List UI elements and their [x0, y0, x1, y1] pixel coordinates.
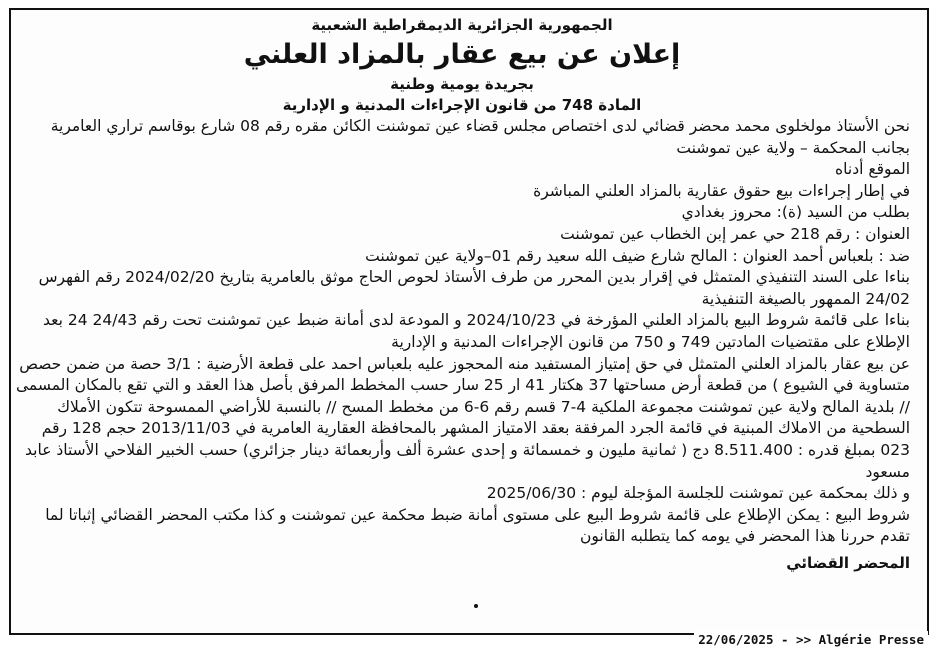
requester-address-line: العنوان : رقم 218 حي عمر إبن الخطاب عين تموشنت	[560, 224, 910, 243]
procedure-line: في إطار إجراءات بيع حقوق عقارية بالمزاد العلني المباشرة	[533, 181, 910, 200]
hearing-date-line: و ذلك بمحكمة عين تموشنت للجلسة المؤجلة ليوم : 2025/06/30	[486, 484, 910, 503]
signatory-line: الموقع أدناه	[835, 160, 910, 179]
enforcement-title-paragraph: بناءا على السند التنفيذي المتمثل في إقرار بدين المحرر من طرف الأستاذ لحوص الحاج موثق بالعامرية بتاريخ 2024/02/20 رقم الفهرس 24/02 الممهور بالصيغة التنفيذية	[38, 268, 910, 308]
republic-heading: الجمهورية الجزائرية الديمقراطية الشعبية	[311, 16, 613, 34]
dot-mark	[474, 604, 478, 608]
announcement-body	[14, 116, 910, 548]
debtor-line: ضد : بلعباس أحمد العنوان : المالح شارع ضيف الله سعيد رقم 01–ولاية عين تموشنت	[365, 246, 910, 265]
legal-article-reference: المادة 748 من قانون الإجراءات المدنية و الإدارية	[282, 96, 642, 114]
source-footer: 22/06/2025 - >> Algérie Presse	[694, 631, 928, 649]
bailiff-signature-label: المحضر القضائي	[786, 553, 910, 572]
announcement-document	[14, 14, 910, 574]
newspaper-subtitle: بجريدة يومية وطنية	[390, 75, 534, 93]
property-description-paragraph: عن بيع عقار بالمزاد العلني المتمثل في حق إمتياز المستفيد منه المحجوز عليه بلعباس احمد على قطعة الأرضية : 3/1 حصة من ضمن حصص متساوية في الشيوع ) من قطعة أرض مساحتها 37 هكتار 41 ار 25 سار حسب المخطط المرفق بأصل هذا العقد و التي تقع بالمكان المسمى // بلدية المالح ولاية عين تموشنت مجموعة الملكية 4-7 قسم رقم 6-6 من مخطط المسح // بالنسبة للأراضي الممسوحة تتكون الأملاك السطحية من الاملاك المبنية في قائمة الجرد المرفقة بعقد الامتياز المشهر بالمحافظة العقارية العامرية في 2013/11/03 حجم 128 رقم 023 بمبلغ قدره : 8.511.400 دج ( ثمانية مليون و خمسمائة و إحدى عشرة ألف وأربعمائة دينار جزائري) حسب الخبير الفلاحي الأستاذ عابد مسعود	[16, 354, 910, 481]
requester-line: بطلب من السيد (ة): محروز بغدادي	[681, 203, 910, 222]
announcement-title: إعلان عن بيع عقار بالمزاد العلني	[243, 39, 681, 70]
bailiff-paragraph: نحن الأستاذ مولخلوى محمد محضر قضائي لدى اختصاص مجلس قضاء عين تموشنت الكائن مقره رقم 08 شارع بوقاسم تراري العامرية بجانب المحكمة – ولاية عين تموشنت	[50, 117, 910, 157]
sale-conditions-paragraph: بناءا على قائمة شروط البيع بالمزاد العلني المؤرخة في 2024/10/23 و المودعة لدى أمانة ضبط عين تموشنت تحت رقم 24/43 24 بعد الإطلاع على مقتضيات المادتين 749 و 750 من قانون الإجراءات المدنية و الإدارية	[43, 311, 910, 351]
sale-terms-paragraph: شروط البيع : يمكن الإطلاع على قائمة شروط البيع على مستوى أمانة ضبط محكمة عين تموشنت و كذا مكتب المحضر القضائي إثباتا لما تقدم حررنا هذا المحضر في يومه كما يتطلبه القانون	[45, 505, 910, 546]
